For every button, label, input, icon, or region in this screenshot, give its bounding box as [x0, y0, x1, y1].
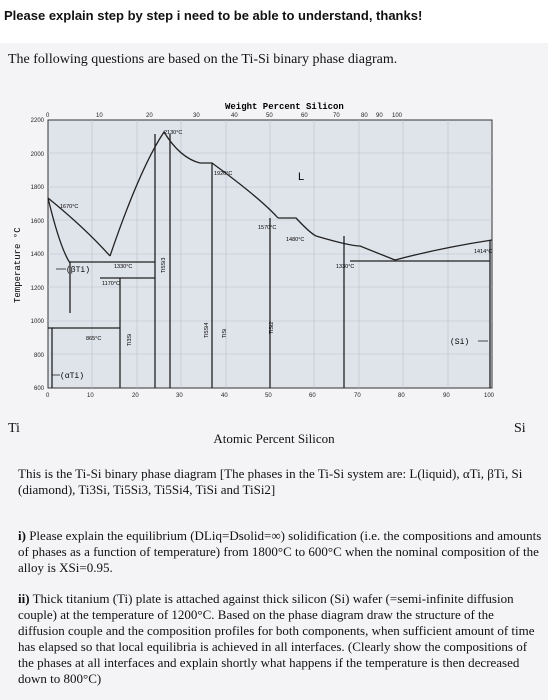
- svg-text:20: 20: [146, 113, 153, 119]
- label-liquid: L: [298, 171, 305, 183]
- svg-text:10: 10: [87, 393, 94, 399]
- top-tick-labels: [46, 113, 403, 119]
- svg-text:1330°C: 1330°C: [336, 264, 355, 270]
- svg-text:0: 0: [46, 393, 50, 399]
- svg-text:1200: 1200: [30, 286, 44, 292]
- svg-text:2130°C: 2130°C: [164, 130, 183, 136]
- svg-text:865°C: 865°C: [86, 336, 102, 342]
- phases-paragraph: This is the Ti-Si binary phase diagram [The phases in the Ti-Si system are: L(liquid), αTi, βTi, Si (diamond), Ti3Si, Ti5Si3, Ti5Si4, TiSi and TiSi2]: [18, 466, 523, 497]
- svg-text:1400: 1400: [30, 252, 44, 258]
- svg-text:80: 80: [398, 393, 405, 399]
- svg-text:600: 600: [33, 386, 44, 392]
- element-si: Si: [514, 421, 526, 436]
- label-beta-ti: (βTi): [66, 266, 91, 275]
- svg-text:70: 70: [354, 393, 361, 399]
- svg-text:60: 60: [301, 113, 308, 119]
- svg-text:1570°C: 1570°C: [258, 225, 277, 231]
- question-i-text: Please explain the equilibrium (DLiq=Dsolid=∞) solidification (i.e. the compositions and amounts of phases as a function of temperature) from 1800°C to 600°C when the nominal composition of the alloy is XSi=0.95.: [18, 528, 542, 575]
- svg-text:1414°C: 1414°C: [474, 249, 493, 255]
- svg-text:TiSi2: TiSi2: [269, 321, 275, 334]
- svg-text:TiSi: TiSi: [222, 328, 228, 338]
- svg-text:0: 0: [46, 113, 50, 119]
- svg-text:1480°C: 1480°C: [286, 237, 305, 243]
- svg-text:1920°C: 1920°C: [214, 171, 233, 177]
- bottom-tick-labels: [46, 393, 495, 399]
- svg-text:1600: 1600: [30, 219, 44, 225]
- element-ti: Ti: [8, 421, 20, 436]
- top-axis-title: Weight Percent Silicon: [225, 102, 344, 112]
- svg-text:Ti5Si3: Ti5Si3: [161, 257, 167, 273]
- svg-text:Ti5Si4: Ti5Si4: [204, 322, 210, 338]
- svg-text:80: 80: [361, 113, 368, 119]
- svg-text:1330°C: 1330°C: [114, 264, 133, 270]
- question-i: [18, 528, 543, 576]
- question-ii: [18, 591, 543, 687]
- svg-text:30: 30: [176, 393, 183, 399]
- page-header: [0, 0, 548, 43]
- question-ii-text: Thick titanium (Ti) plate is attached against thick silicon (Si) wafer (=semi-infinite diffusion couple) at the temperature of 1200°C. Based on the phase diagram draw the structure of the diffusion couple and the composition profiles for both components, when sufficient amount of time has elapsed so that local equilibria is achieved in all interfaces. (Clearly show the compositions of the phases at all interfaces and explain shortly what happens if the temperature is then decreased down to 800°C): [18, 591, 535, 686]
- svg-text:2200: 2200: [30, 118, 44, 124]
- svg-text:90: 90: [376, 113, 383, 119]
- svg-text:100: 100: [484, 393, 495, 399]
- svg-text:40: 40: [231, 113, 238, 119]
- svg-text:10: 10: [96, 113, 103, 119]
- question-title: Please explain step by step i need to be able to understand, thanks!: [4, 8, 423, 23]
- svg-text:1670°C: 1670°C: [60, 204, 79, 210]
- svg-text:70: 70: [333, 113, 340, 119]
- svg-text:50: 50: [266, 113, 273, 119]
- svg-text:20: 20: [132, 393, 139, 399]
- label-alpha-ti: (αTi): [60, 372, 85, 381]
- intro-text: The following questions are based on the Ti-Si binary phase diagram.: [8, 52, 398, 67]
- svg-text:60: 60: [309, 393, 316, 399]
- svg-text:90: 90: [443, 393, 450, 399]
- svg-text:800: 800: [33, 353, 44, 359]
- svg-text:Ti3Si: Ti3Si: [127, 333, 133, 346]
- phase-diagram-figure: [0, 98, 548, 432]
- svg-text:50: 50: [265, 393, 272, 399]
- svg-text:40: 40: [221, 393, 228, 399]
- svg-text:100: 100: [392, 113, 403, 119]
- svg-text:2000: 2000: [30, 152, 44, 158]
- question-ii-label: ii): [18, 591, 30, 606]
- svg-text:1000: 1000: [30, 319, 44, 325]
- svg-text:30: 30: [193, 113, 200, 119]
- label-si: (Si): [450, 338, 470, 347]
- question-i-label: i): [18, 528, 26, 543]
- y-tick-labels: [31, 118, 45, 392]
- svg-text:1170°C: 1170°C: [102, 281, 120, 287]
- phase-diagram: [0, 98, 548, 432]
- y-axis-title: Temperature °C: [13, 227, 23, 303]
- x-axis-title: Atomic Percent Silicon: [213, 431, 335, 446]
- svg-text:1800: 1800: [30, 185, 44, 191]
